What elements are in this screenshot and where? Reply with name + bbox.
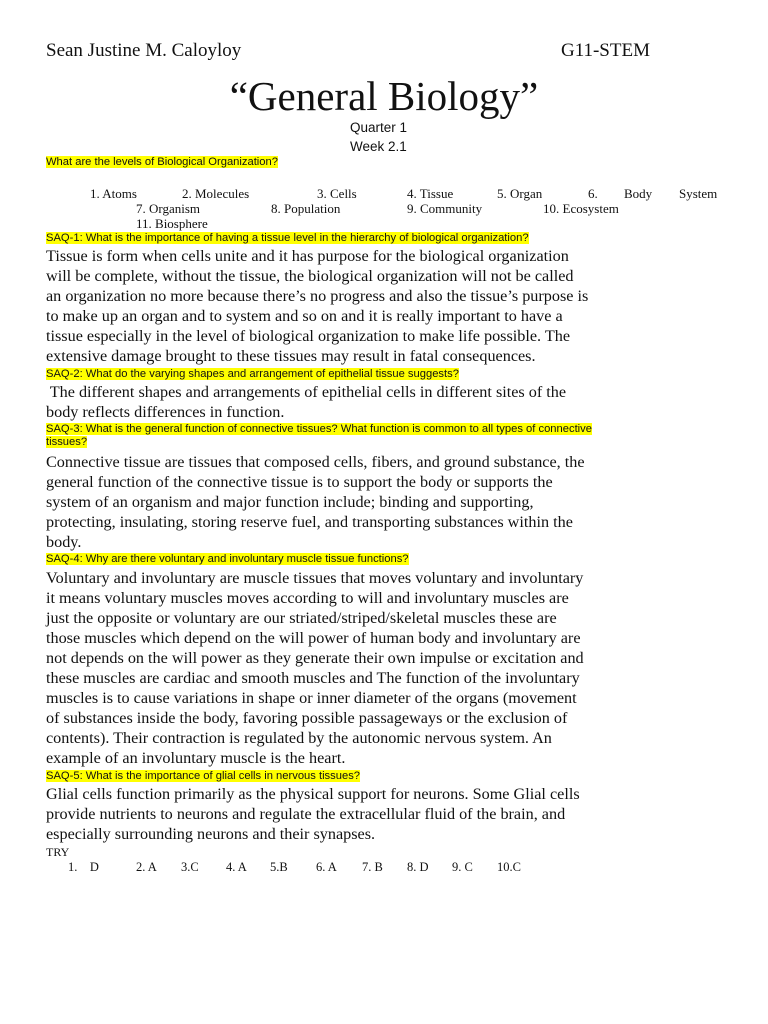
answer-line: contents). Their contraction is regulated by the autonomic nervous system. An [46,729,552,747]
answer-key-item: 2. A [136,860,157,874]
answer-line: The different shapes and arrangements of epithelial cells in different sites of the [46,383,567,401]
answer-line: system of an organism and major function include; binding and supporting, [46,493,534,511]
answer-line: these muscles are cardiac and smooth muscles and The function of the involuntary [46,669,580,687]
try-label: TRY [46,845,70,859]
saq-1-answer [46,246,726,366]
saq-3-question: SAQ-3: What is the general function of connective tissues? What function is common to all types of connective tissues? [46,423,592,448]
answer-key-item: 1. D [68,860,99,874]
answer-key-item: 9. C [452,860,473,874]
answer-line: to make up an organ and to system and so on and it is really important to have a [46,307,563,325]
list-item: 11. Biosphere [136,216,208,231]
answer-line: Connective tissue are tissues that composed cells, fibers, and ground substance, the [46,453,585,471]
list-item: 10. Ecosystem [543,201,619,216]
answer-line: it means voluntary muscles moves according to will and involuntary muscles are [46,589,569,607]
answer-line: provide nutrients to neurons and regulate the extracellular fluid of the brain, and [46,805,566,823]
answer-line: extensive damage brought to these tissues may result in fatal consequences. [46,347,536,365]
answer-line: muscles is to cause variations in shape or inner diameter of the organs (movement [46,689,577,707]
answer-line: tissue especially in the level of biological organization to make life possible. The [46,327,571,345]
list-item: 5. Organ [497,186,543,201]
answer-key-item: 5.B [270,860,288,874]
saq-3-answer [46,452,726,552]
answer-line: an organization no more because there’s no progress and also the tissue’s purpose is [46,287,589,305]
answer-key-item: 8. D [407,860,429,874]
levels-question: What are the levels of Biological Organization? [46,156,278,168]
saq-2-question: SAQ-2: What do the varying shapes and arrangement of epithelial tissue suggests? [46,368,459,380]
list-item: 9. Community [407,201,483,216]
answer-line: will be complete, without the tissue, the biological organization will not be called [46,267,574,285]
list-item: 3. Cells [317,186,357,201]
answer-line: general function of the connective tissue is to support the body or supports the [46,473,553,491]
list-item: 6. [588,186,598,201]
answer-line: especially surrounding neurons and their synapses. [46,825,376,843]
week-label: Week 2.1 [350,139,407,154]
answer-line: body. [46,533,82,551]
saq-5-answer [46,784,726,844]
list-item: 4. Tissue [407,186,454,201]
answer-line: Tissue is form when cells unite and it has purpose for the biological organization [46,247,569,265]
answer-line: body reflects differences in function. [46,403,285,421]
class-section: G11-STEM [560,40,650,61]
saq-2-answer [46,382,726,422]
answer-line: of substances inside the body, favoring possible passageways or the exclusion of [46,709,568,727]
answer-line: not depends on the will power as they generate their own impulse or excitation and [46,649,584,667]
answer-line: those muscles which depend on the will power of human body and involuntary are [46,629,581,647]
list-item: 1. Atoms [90,186,137,201]
list-item: Body [624,186,653,201]
answer-line: just the opposite or voluntary are our striated/striped/skeletal muscles these are [46,609,557,627]
answer-line: protecting, insulating, storing reserve fuel, and transporting substances within the [46,513,573,531]
saq-4-answer [46,568,726,768]
answer-key-item: 10.C [497,860,521,874]
answer-key-item: 4. A [226,860,247,874]
answer-line: Voluntary and involuntary are muscle tissues that moves voluntary and involuntary [46,569,584,587]
saq-4-question: SAQ-4: Why are there voluntary and involuntary muscle tissue functions? [46,553,409,565]
answer-line: Glial cells function primarily as the physical support for neurons. Some Glial cells [46,785,580,803]
list-item: 7. Organism [136,201,201,216]
saq-1-question: SAQ-1: What is the importance of having a tissue level in the hierarchy of biological organization? [46,232,529,244]
quarter-label: Quarter 1 [350,120,408,135]
list-item: System [679,186,718,201]
answer-key-item: 3.C [181,860,199,874]
page-title: “General Biology” [229,73,539,119]
saq-5-question: SAQ-5: What is the importance of glial cells in nervous tissues? [46,770,361,782]
list-item: 2. Molecules [182,186,250,201]
answer-key-item: 6. A [316,860,337,874]
answer-key-item: 7. B [362,860,383,874]
list-item: 8. Population [271,201,341,216]
answer-line: example of an involuntary muscle is the heart. [46,749,346,767]
author-name: Sean Justine M. Caloyloy [46,40,242,61]
